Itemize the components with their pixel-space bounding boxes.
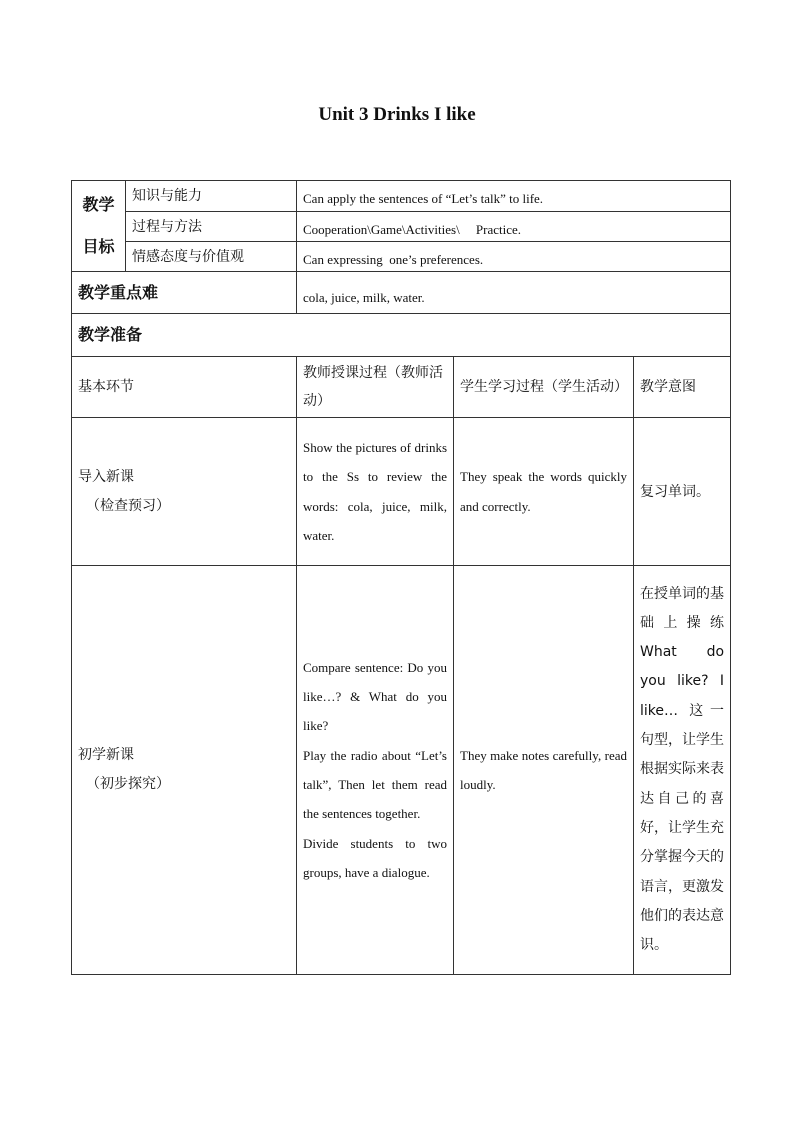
stage-row-intro bbox=[72, 418, 731, 566]
stage-name-line2: （检查预习） bbox=[86, 497, 170, 514]
teacher-step: Divide students to two groups, have a dialogue. bbox=[303, 835, 447, 880]
goal-type: 过程与方法 bbox=[126, 212, 297, 242]
header-row bbox=[72, 357, 731, 418]
goal-row-attitude bbox=[72, 242, 731, 272]
stage-name bbox=[72, 418, 297, 566]
goals-label-line1: 教学 bbox=[82, 195, 115, 214]
stage-teacher-activity bbox=[297, 566, 454, 975]
stage-student-activity: They make notes carefully, read loudly. bbox=[454, 566, 634, 975]
stage-name-line2: （初步探究） bbox=[86, 776, 170, 792]
goal-row-process bbox=[72, 212, 731, 242]
stage-intent: 在授单词的基础上操练What do you like? I like… 这一句型，让学生根据实际来表达自己的喜好，让学生充分掌握今天的语言，更激发他们的表达意识。 bbox=[634, 566, 731, 975]
goal-type: 情感态度与价值观 bbox=[126, 242, 297, 272]
key-points-content: cola, juice, milk, water. bbox=[297, 272, 731, 314]
teacher-step: Play the radio about “Let’s talk”, Then let them read the sentences together. bbox=[303, 747, 447, 822]
header-student: 学生学习过程（学生活动） bbox=[454, 357, 634, 418]
header-stage: 基本环节 bbox=[72, 357, 297, 418]
stage-row-new bbox=[72, 566, 731, 975]
key-points-row bbox=[72, 272, 731, 314]
stage-name-line1: 导入新课 bbox=[78, 468, 134, 485]
key-points-label: 教学重点难 bbox=[72, 272, 297, 314]
goal-row-knowledge bbox=[72, 181, 731, 212]
lesson-plan-table bbox=[71, 180, 731, 975]
stage-name bbox=[72, 566, 297, 975]
stage-intent: 复习单词。 bbox=[634, 418, 731, 566]
goal-content: Cooperation\Game\Activities\ Practice. bbox=[297, 212, 731, 242]
preparation-label: 教学准备 bbox=[72, 314, 731, 357]
goal-content: Can expressing one’s preferences. bbox=[297, 242, 731, 272]
goal-type: 知识与能力 bbox=[126, 181, 297, 212]
goals-label bbox=[72, 181, 126, 272]
stage-student-activity: They speak the words quickly and correctly. bbox=[454, 418, 634, 566]
document-title: Unit 3 Drinks I like bbox=[318, 104, 476, 125]
teacher-step: Compare sentence: Do you like…? & What do you like? bbox=[303, 659, 447, 734]
preparation-row bbox=[72, 314, 731, 357]
header-teacher: 教师授课过程（教师活动） bbox=[297, 357, 454, 418]
goal-content: Can apply the sentences of “Let’s talk” to life. bbox=[297, 181, 731, 212]
stage-name-line1: 初学新课 bbox=[78, 747, 134, 763]
goals-label-line2: 目标 bbox=[82, 237, 115, 256]
header-intent: 教学意图 bbox=[634, 357, 731, 418]
stage-teacher-activity: Show the pictures of drinks to the Ss to review the words: cola, juice, milk, water. bbox=[297, 418, 454, 566]
